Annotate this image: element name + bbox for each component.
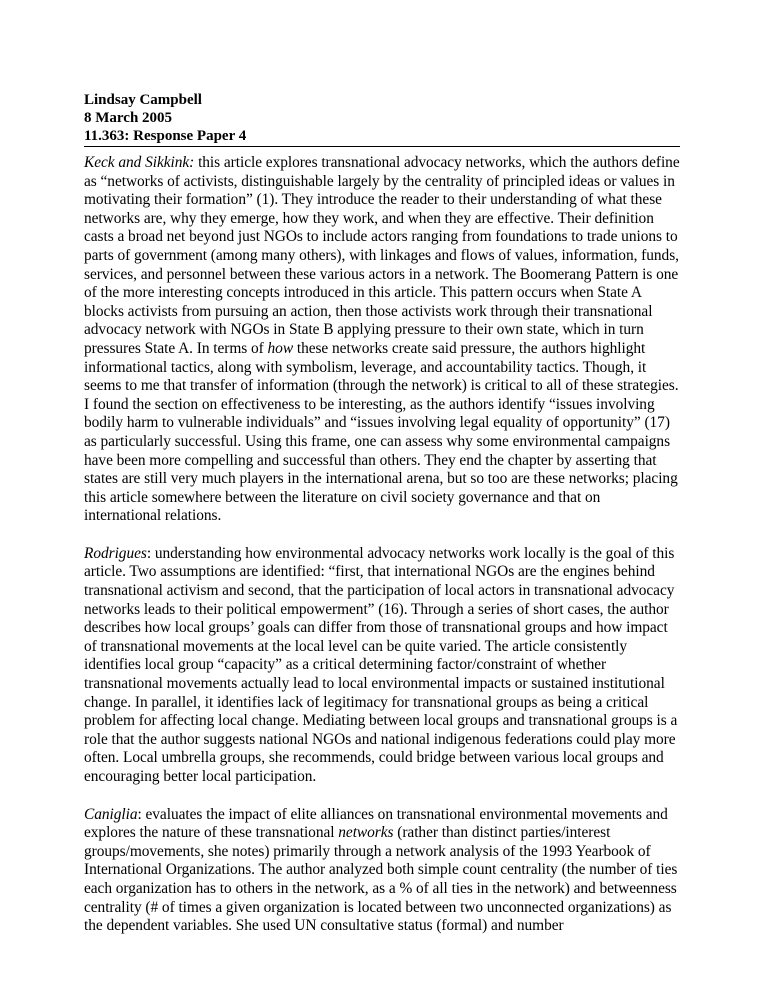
paragraph-text: : understanding how environmental advocacy networks work locally is the goal of this article. Two assumptions are identified: “first, that international NGOs are the engines behind transnational activism and second, that the participation of local actors in transnational advocacy networks leads to their political empowerment” (16). Through a series of short cases, the author describes how local groups’ goals can differ from those of transnational groups and how impact of transnational movements at the local level can be quite varied. The article consistently identifies local group “capacity” as a critical determining factor/constraint of whether transnational movements actually lead to local environmental impacts or sustained institutional change. In parallel, it identifies lack of legitimacy for transnational groups as being a critical problem for affecting local change. Mediating between local groups and transnational groups is a role that the author suggests national NGOs and national indigenous federations could play more often. Local umbrella groups, she recommends, could bridge between various local groups and encouraging better local participation. xyxy=(84,544,678,785)
paragraph-keck-sikkink xyxy=(84,154,680,526)
paragraph-text: : evaluates the impact of elite alliances on transnational environmental movements and explores the nature of these transnational xyxy=(84,805,668,842)
paper-title: 11.363: Response Paper 4 xyxy=(84,128,247,144)
paragraph-emphasis: networks xyxy=(338,824,394,842)
paragraph-lead: Rodrigues xyxy=(84,544,147,562)
document-page xyxy=(84,91,680,955)
paragraph-caniglia xyxy=(84,806,680,936)
paragraph-lead: Keck and Sikkink: xyxy=(84,154,195,171)
author-name: Lindsay Campbell xyxy=(84,92,202,108)
header-rule xyxy=(84,146,680,147)
paragraph-emphasis: how xyxy=(267,339,294,357)
paragraph-text-after: (rather than distinct parties/interest groups/movements, she notes) primarily through a network analysis of the 1993 Yearbook of International Organizations. The author analyzed both simple count centrality (the number of ties each organization has to others in the network, as a % of all ties in the network) and betweenness centrality (# of times a given organization is located between two unconnected organizations) as the dependent variables. She used UN consultative status (formal) and number xyxy=(84,824,678,935)
paper-date: 8 March 2005 xyxy=(84,110,173,126)
paragraph-text-after: these networks create said pressure, the authors highlight informational tactics, along with symbolism, leverage, and accountability tactics. Though, it seems to me that transfer of information (through the network) is critical to all of these strategies. I found the section on effectiveness to be interesting, as the authors identify “issues involving bodily harm to vulnerable individuals” and “issues involving legal equality of opportunity” (17) as particularly successful. Using this frame, one can assess why some environmental campaigns have been more compelling and successful than others. They end the chapter by asserting that states are still very much players in the international arena, but so too are these networks; placing this article somewhere between the literature on civil society governance and that on international relations. xyxy=(84,339,679,525)
paragraph-lead: Caniglia xyxy=(84,805,138,823)
paragraph-rodrigues xyxy=(84,545,680,787)
paragraph-text: this article explores transnational advocacy networks, which the authors define as “networks of activists, distinguishable largely by the centrality of principled ideas or values in motivating their formation” (1). They introduce the reader to their understanding of what these networks are, why they emerge, how they work, and when they are effective. Their definition casts a broad net beyond just NGOs to include actors ranging from foundations to trade unions to parts of government (among many others), with linkages and flows of values, information, funds, services, and personnel between these various actors in a network. The Boomerang Pattern is one of the more interesting concepts introduced in this article. This pattern occurs when State A blocks activists from pursuing an action, then those activists work through their transnational advocacy network with NGOs in State B applying pressure to their own state, which in turn pressures State A. In terms of xyxy=(84,154,680,357)
